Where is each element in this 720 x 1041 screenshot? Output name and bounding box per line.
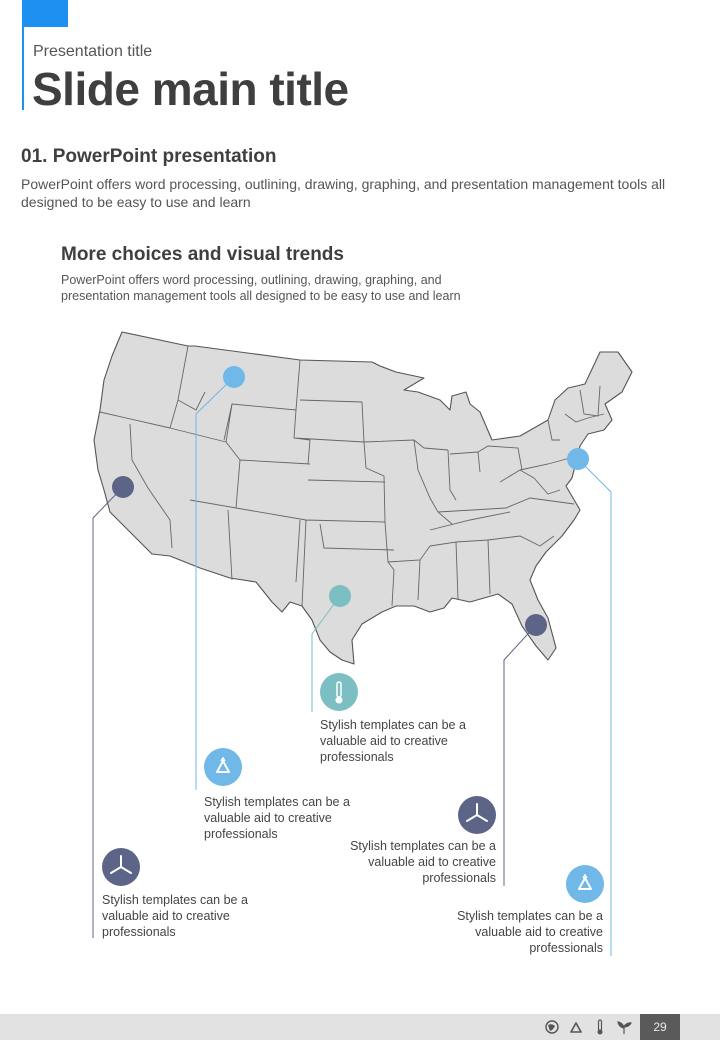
marker-texas — [329, 585, 351, 607]
callout-text-texas: Stylish templates can be a valuable aid to creative professionals — [320, 718, 466, 764]
plant-icon — [616, 1018, 632, 1036]
footer-bar — [0, 1014, 720, 1040]
slide-title: Slide main title — [32, 63, 349, 115]
marker-idaho — [223, 366, 245, 388]
callout-text-california: Stylish templates can be a valuable aid to creative professionals — [102, 893, 248, 939]
marker-new-jersey — [567, 448, 589, 470]
leader-line — [196, 377, 234, 790]
marker-california — [112, 476, 134, 498]
thermometer-icon — [320, 673, 358, 711]
recycle-icon — [204, 748, 242, 786]
section-title: 01. PowerPoint presentation — [21, 146, 277, 167]
presentation-title: Presentation title — [33, 43, 153, 60]
section-body: PowerPoint offers word processing, outlining, drawing, graphing, and presentation management tools all designed to be easy to use and learn — [21, 176, 666, 210]
recycle-icon — [568, 1018, 584, 1036]
callout-text-new-jersey: Stylish templates can be a valuable aid to creative professionals — [457, 909, 603, 955]
callout-text-idaho: Stylish templates can be a valuable aid to creative professionals — [204, 795, 350, 841]
subsection-title: More choices and visual trends — [61, 244, 344, 265]
wind-turbine-icon — [102, 848, 140, 886]
page-number: 29 — [640, 1014, 680, 1040]
callout-text-florida: Stylish templates can be a valuable aid to creative professionals — [350, 839, 496, 885]
subsection-body: PowerPoint offers word processing, outlining, drawing, graphing, and presentation management tools all designed to be easy to use and learn — [61, 273, 461, 303]
wind-turbine-icon — [458, 796, 496, 834]
footer-icon-row — [544, 1018, 632, 1036]
thermometer-icon — [592, 1018, 608, 1036]
marker-florida — [525, 614, 547, 636]
recycle-icon — [566, 865, 604, 903]
leader-line — [504, 625, 536, 886]
globe-icon — [544, 1018, 560, 1036]
